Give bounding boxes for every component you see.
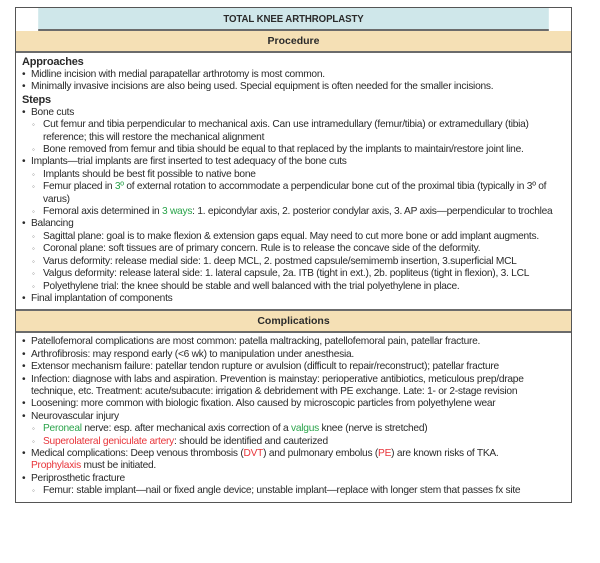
text: ) and pulmonary embolus (: [263, 447, 379, 459]
text: Femur placed in: [43, 181, 115, 193]
highlight-green: Peroneal: [43, 423, 82, 435]
text: Medical complications: Deep venous thrombosis (: [31, 447, 244, 459]
list-item: • Infection: diagnose with labs and aspiration. Prevention is mainstay: perioperative antibiotics, meticulous prep/drape technique, etc. Treatment: acute/subacute: irrigation & debridement with PE exchange. Late: 1- or 2-stage revision: [22, 374, 565, 399]
text: nerve: esp. after mechanical axis correction of a: [81, 423, 291, 435]
section-header-complications: Complications: [16, 309, 571, 333]
list-item: • Loosening: more common with biologic fixation. Also caused by microscopic particles from polyethylene wear: [22, 398, 565, 410]
highlight-green: 3º: [114, 181, 124, 193]
sub-item: ◦ Sagittal plane: goal is to make flexion & extension gaps equal. May need to cut more bone or add implant augments.: [22, 231, 565, 243]
sub-item: ◦ Bone removed from femur and tibia should be equal to that replaced by the implants to maintain/restore joint line.: [22, 144, 565, 156]
text: Femoral axis determined in: [43, 206, 162, 218]
text: must be initiated.: [80, 460, 157, 472]
text: : 1. epicondylar axis, 2. posterior condylar axis, 3. AP axis—perpendicular to trochlea: [192, 206, 553, 218]
highlight-green: valgus: [291, 423, 319, 435]
text: : should be identified and cauterized: [174, 435, 328, 447]
list-item: • Minimally invasive incisions are also being used. Special equipment is often needed for the smaller incisions.: [22, 81, 565, 93]
highlight-red: Prophylaxis: [31, 460, 81, 472]
section-header-procedure: Procedure: [16, 31, 571, 53]
table-title: TOTAL KNEE ARTHROPLASTY: [38, 8, 549, 31]
steps-heading: Steps: [22, 93, 51, 106]
list-item: • Midline incision with medial parapatellar arthrotomy is most common.: [22, 69, 565, 81]
sub-item: ◦ Valgus deformity: release lateral side: 1. lateral capsule, 2a. ITB (tight in ext.), 2b. popliteus (tight in flexion), 3. LCL: [22, 268, 565, 280]
sub-item-femoral-axis: [22, 206, 565, 218]
sub-item: ◦ Polyethylene trial: the knee should be stable and well balanced with the trial polyethylene in place.: [22, 281, 565, 293]
sub-item: ◦ Varus deformity: release medial side: 1. deep MCL, 2. postmed capsule/semimemb insertion, 3.superficial MCL: [22, 256, 565, 268]
complications-section: [16, 333, 571, 501]
highlight-red: PE: [378, 447, 392, 459]
sub-item: ◦ Implants should be best fit possible to native bone: [22, 169, 565, 181]
list-item: • Patellofemoral complications are most common: patella maltracking, patellofemoral pain, patellar fracture.: [22, 336, 565, 348]
sub-item: ◦ Cut femur and tibia perpendicular to mechanical axis. Can use intramedullary (femur/tibia) or extramedullary (tibia) reference; this will restore the mechanical alignment: [22, 119, 565, 144]
list-item-implants: • Implants—trial implants are first inserted to test adequacy of the bone cuts: [22, 156, 565, 168]
approaches-heading: Approaches: [22, 56, 84, 68]
tka-table: [15, 7, 572, 503]
list-item: • Arthrofibrosis: may respond early (<6 wk) to manipulation under anesthesia.: [22, 349, 565, 361]
procedure-section: [16, 53, 571, 309]
sub-item-artery: [22, 436, 565, 448]
list-item-bone-cuts: • Bone cuts: [22, 107, 565, 119]
list-item-final: • Final implantation of components: [22, 293, 565, 305]
highlight-green: 3 ways: [161, 206, 193, 218]
text: knee (nerve is stretched): [318, 423, 428, 435]
sub-item-femur-rotation: [22, 181, 565, 206]
sub-item: ◦ Coronal plane: soft tissues are of primary concern. Rule is to release the concave side of the deformity.: [22, 243, 565, 255]
text: ) are known risks of TKA.: [391, 447, 499, 459]
list-item-fracture: • Periprosthetic fracture: [22, 473, 565, 485]
list-item-neurovascular: • Neurovascular injury: [22, 411, 565, 423]
sub-item-peroneal: [22, 423, 565, 435]
list-item: • Extensor mechanism failure: patellar tendon rupture or avulsion (difficult to repair/reconstruct); patellar fracture: [22, 361, 565, 373]
list-item-medical: [22, 448, 565, 473]
highlight-red: Superolateral geniculate artery: [43, 435, 174, 447]
sub-item: ◦ Femur: stable implant—nail or fixed angle device; unstable implant—replace with longer stem that passes fx site: [22, 485, 565, 497]
list-item-balancing: • Balancing: [22, 218, 565, 230]
highlight-red: DVT: [243, 447, 264, 459]
text: of external rotation to accommodate a perpendicular bone cut of the proximal tibia (typically in 3º of varus): [43, 181, 547, 205]
